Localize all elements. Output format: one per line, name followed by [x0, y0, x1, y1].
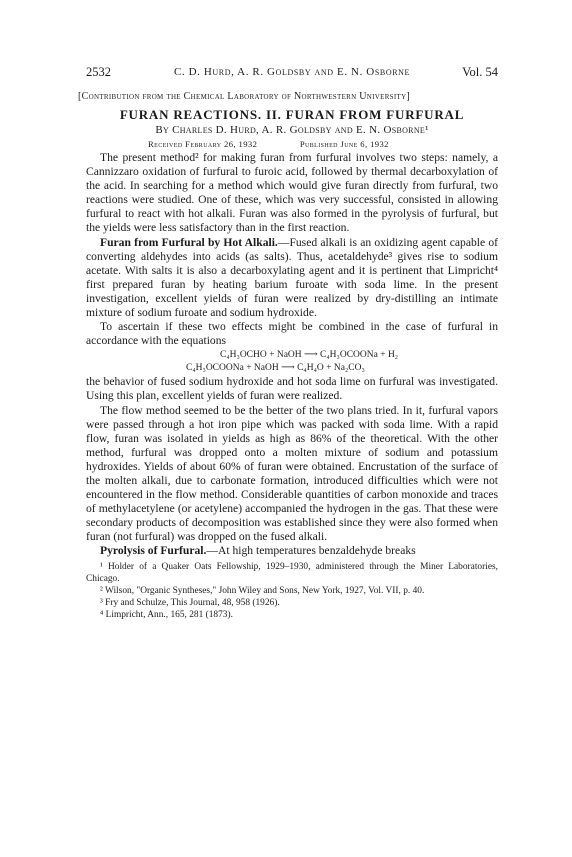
running-head [86, 65, 498, 81]
received-date: Received February 26, 1932 [148, 139, 258, 149]
paragraph-hot-alkali [86, 236, 498, 321]
contribution-line: [Contribution from the Chemical Laboratory of Northwestern University] [78, 91, 411, 102]
dates-line [86, 138, 498, 151]
section-heading-pyrolysis: Pyrolysis of Furfural. [100, 544, 207, 558]
article-body [78, 90, 498, 621]
article-title: FURAN REACTIONS. II. FURAN FROM FURFURAL [119, 107, 465, 122]
published-date: Published June 6, 1932 [299, 139, 389, 149]
paragraph-equations-intro: To ascertain if these two effects might be combined in the case of furfural in accordance with the equations [86, 320, 498, 348]
author-byline: By Charles D. Hurd, A. R. Goldsby and E. N. Osborne¹ [155, 124, 429, 136]
footnote-4: ⁴ Limpricht, Ann., 165, 281 (1873). [100, 609, 233, 620]
paragraph-hot-alkali-text: —Fused alkali is an oxidizing agent capable of converting aldehydes into acids (as salts). Thus, acetaldehyde³ gives rise to sodium acetate. With salts it is also a decarboxylating agent and it is pertinent that Limpricht⁴ first prepared furan by heating barium furoate with soda lime. In the present investigation, excellent yields of furan were realized by dry-distilling an intimate mixture of sodium furoate and sodium hydroxide. [86, 235, 498, 320]
equation-1: C₄H₃OCHO + NaOH ⟶ C₄H₃OCOONa + H₂ [220, 350, 399, 361]
paragraph-pyrolysis [86, 544, 498, 558]
section-heading-hot-alkali: Furan from Furfural by Hot Alkali. [100, 235, 278, 249]
paragraph-behavior: the behavior of fused sodium hydroxide and hot soda lime on furfural was investigated. Using this plan, excellent yields of furan were realized. [86, 375, 498, 403]
paragraph-intro: The present method² for making furan from furfural involves two steps: namely, a Cannizzaro oxidation of furfural to furoic acid, followed by thermal decarboxylation of the acid. In searching for a method which would give furan directly from furfural, two reactions were studied. One of these, which was very successful, consisted in allowing furfural to react with hot alkali. Furan was also formed in the pyrolysis of furfural, but the yields were less satisfactory than in the first reaction. [86, 151, 498, 235]
footnote-2: ² Wilson, "Organic Syntheses," John Wiley and Sons, New York, 1927, Vol. VII, p. 40. [100, 585, 425, 596]
equation-2: C₄H₃OCOONa + NaOH ⟶ C₄H₄O + Na₂CO₃ [186, 362, 365, 373]
page-number: 2532 [86, 65, 111, 79]
paragraph-flow-method: The flow method seemed to be the better of the two plans tried. In it, furfural vapors were passed through a hot iron pipe which was packed with soda lime. With a rapid flow, furan was isolated in yields as high as 86% of the theoretical. With the other method, furfural was dropped onto a molten mixture of sodium and potassium hydroxides. Yields of about 60% of furan were obtained. Encrustation of the surface of the molten alkali, due to carbonate formation, introduced difficulties which were not encountered in the flow method. Considerable quantities of carbon monoxide and traces of methylacetylene (or acetylene) accompanied the hydrogen in the gas. That these were secondary products of decomposition was established since they were also formed when furan (not furfural) was dropped on the fused alkali. [86, 403, 498, 544]
volume-label: Vol. 54 [462, 65, 498, 79]
footnotes [86, 561, 498, 621]
equations [86, 349, 498, 374]
footnote-3: ³ Fry and Schulze, This Journal, 48, 958 (1926). [100, 597, 280, 608]
paragraph-pyrolysis-text: —At high temperatures benzaldehyde breaks [206, 544, 416, 558]
footnote-1: ¹ Holder of a Quaker Oats Fellowship, 1929–1930, administered through the Miner Laboratories, Chicago. [86, 561, 498, 584]
running-head-authors: C. D. Hurd, A. R. Goldsby and E. N. Osborne [173, 66, 411, 78]
